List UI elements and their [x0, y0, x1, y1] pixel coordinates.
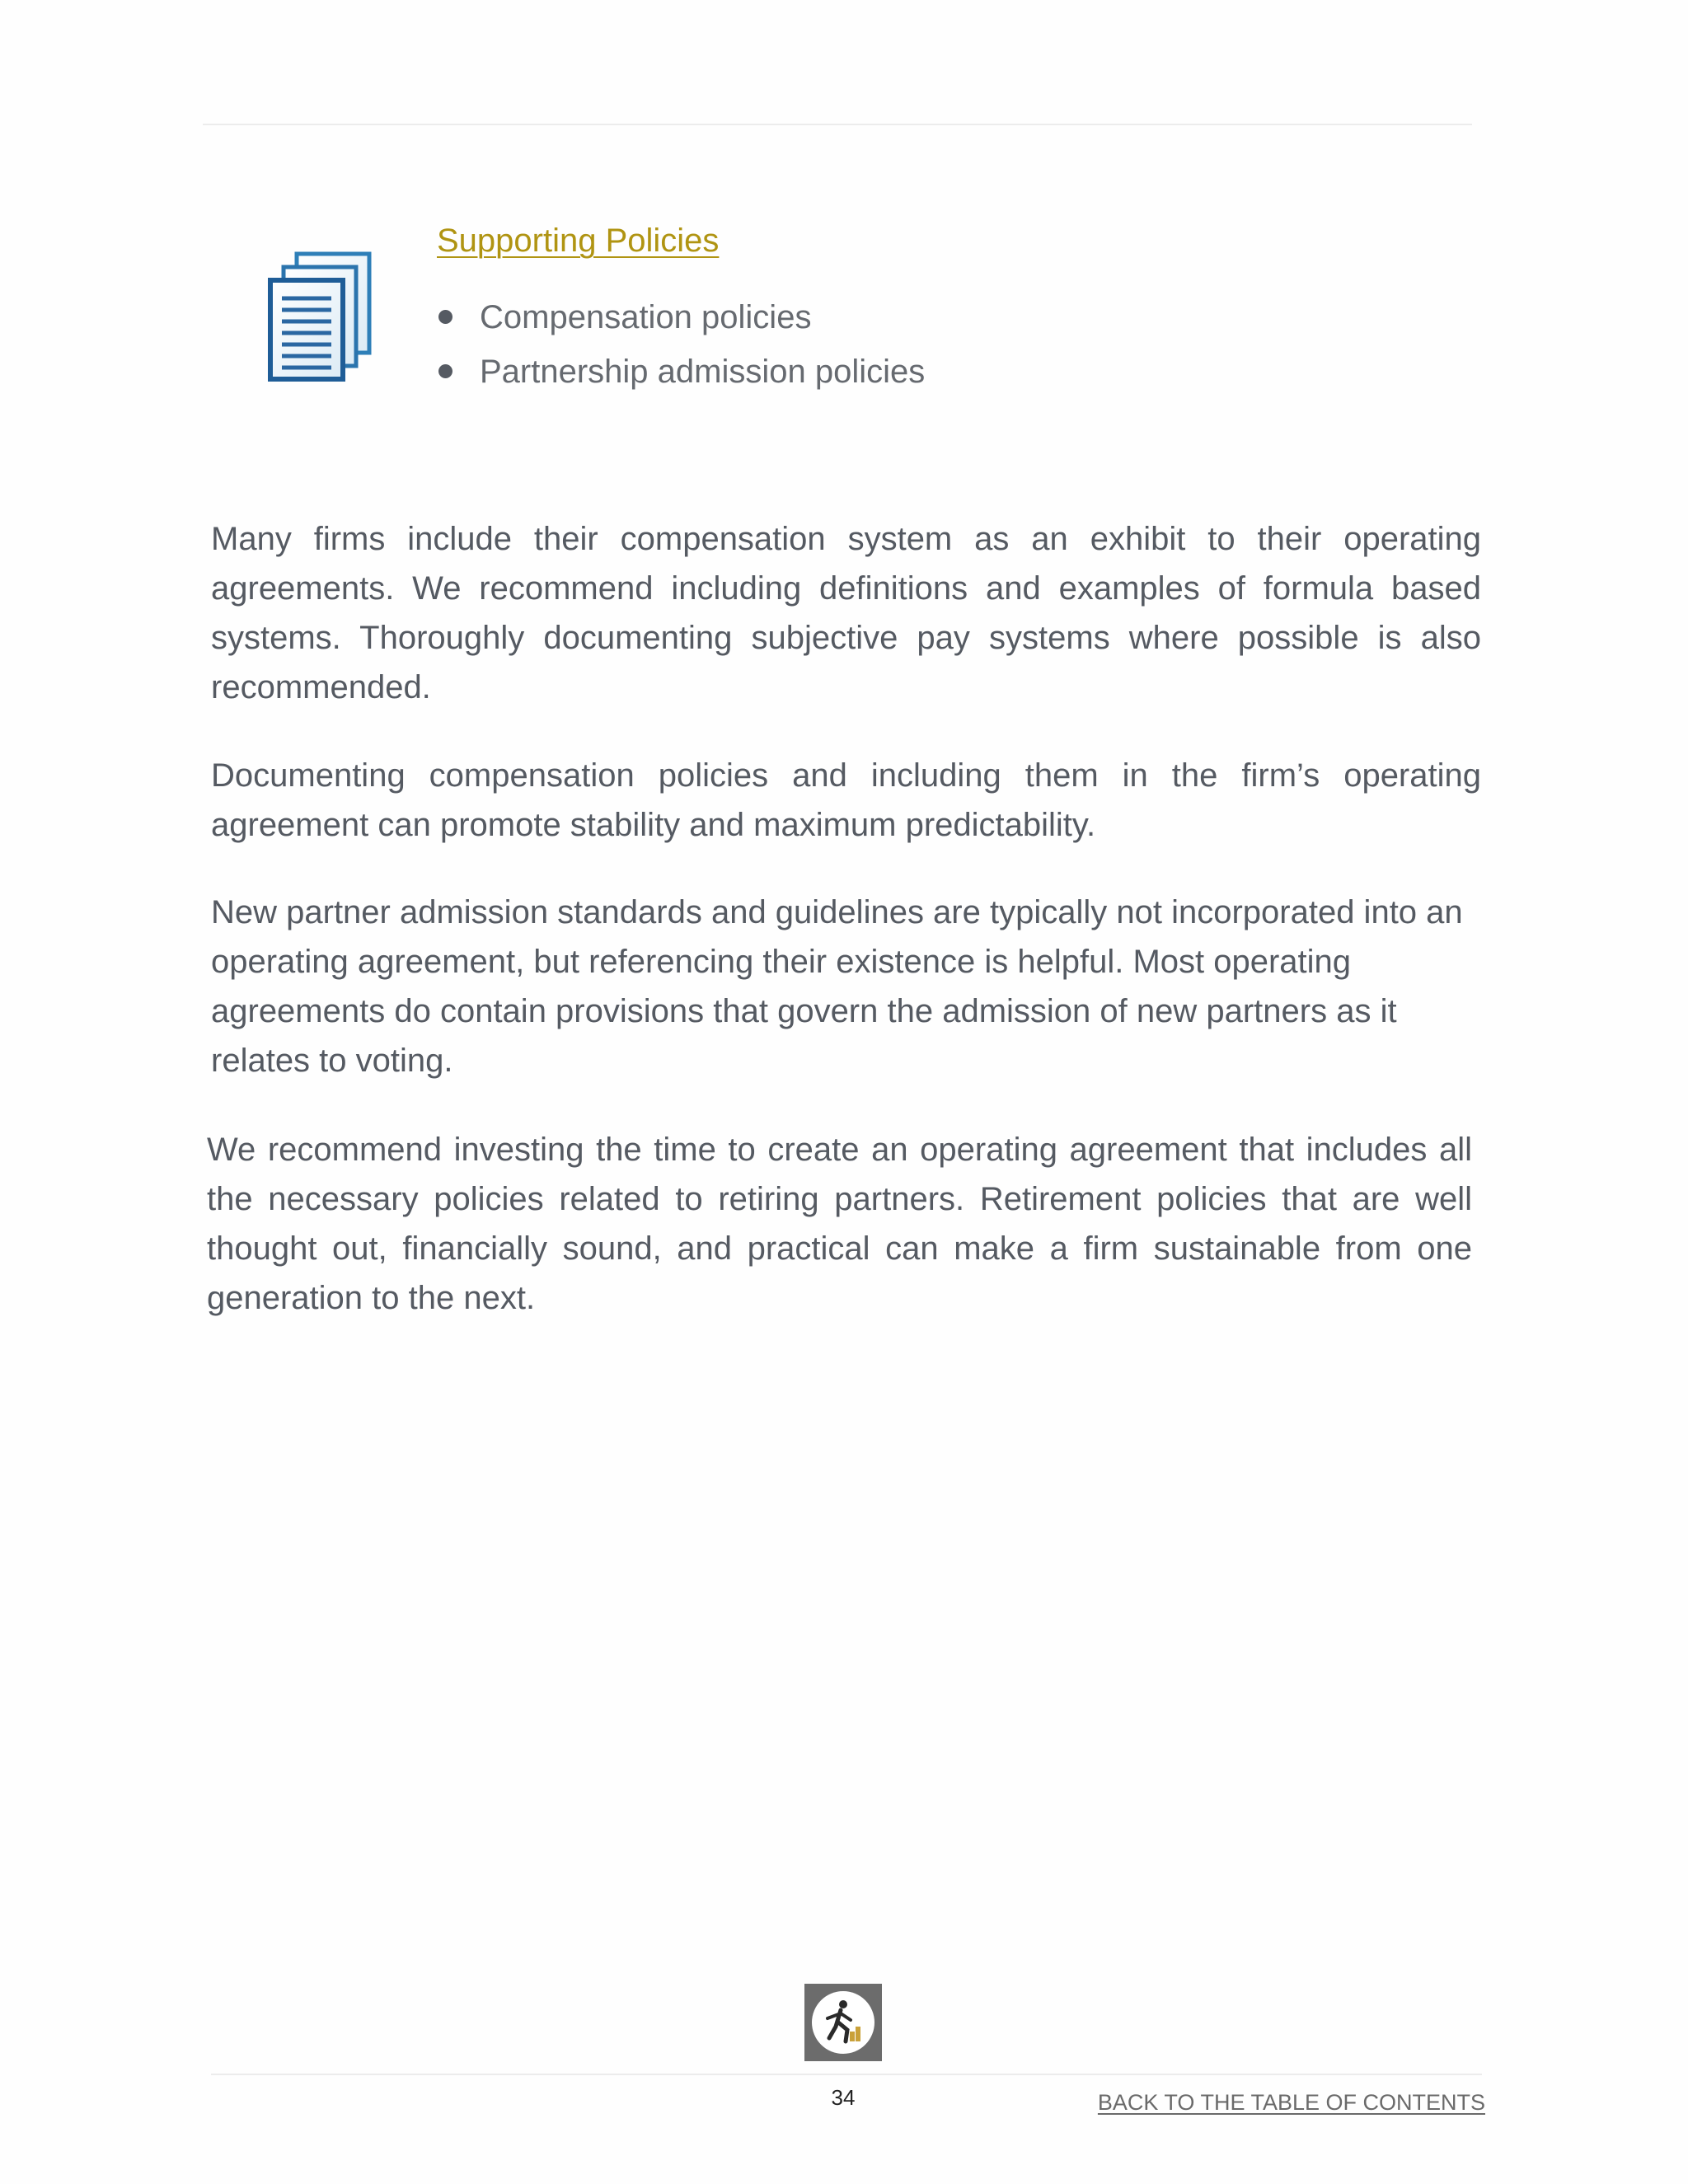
bullet-icon [438, 364, 452, 378]
header-divider [203, 124, 1472, 125]
paragraph-documenting-compensation: Documenting compensation policies and including them in the firm’s operating agreement can promote stability and maximum predictability. [211, 757, 1481, 843]
back-to-toc-link[interactable]: BACK TO THE TABLE OF CONTENTS [1097, 2090, 1485, 2115]
list-item [437, 290, 1261, 344]
list-item-text: Partnership admission policies [480, 354, 926, 390]
supporting-policies-heading[interactable]: Supporting Policies [437, 223, 720, 259]
footer-divider [211, 2074, 1482, 2075]
bullet-icon [438, 310, 452, 324]
policies-list [437, 290, 1261, 399]
list-item-text: Compensation policies [480, 299, 812, 335]
supporting-policies-section [437, 216, 1261, 399]
list-item [437, 344, 1261, 399]
paragraph-retirement-policies: We recommend investing the time to create an operating agreement that includes all the necessary policies related to retiring partners. Retirement policies that are well thought out, financially sound, and practical can make a firm sustainable from one generation to the next. [207, 1132, 1472, 1316]
documents-icon [262, 249, 379, 389]
paragraph-compensation-exhibit: Many firms include their compensation system as an exhibit to their operating agreements. We recommend including definitions and examples of formula based systems. Thoroughly documenting subjective pay systems where possible is also recommended. [211, 521, 1481, 705]
page-number: 34 [831, 2085, 856, 2110]
paragraph-partner-admission: New partner admission standards and guidelines are typically not incorporated into an operating agreement, but referencing their existence is helpful. Most operating agreements do contain provisions that govern the admission of new partners as it relates to voting. [211, 894, 1463, 1079]
runner-logo-icon [804, 1984, 882, 2061]
